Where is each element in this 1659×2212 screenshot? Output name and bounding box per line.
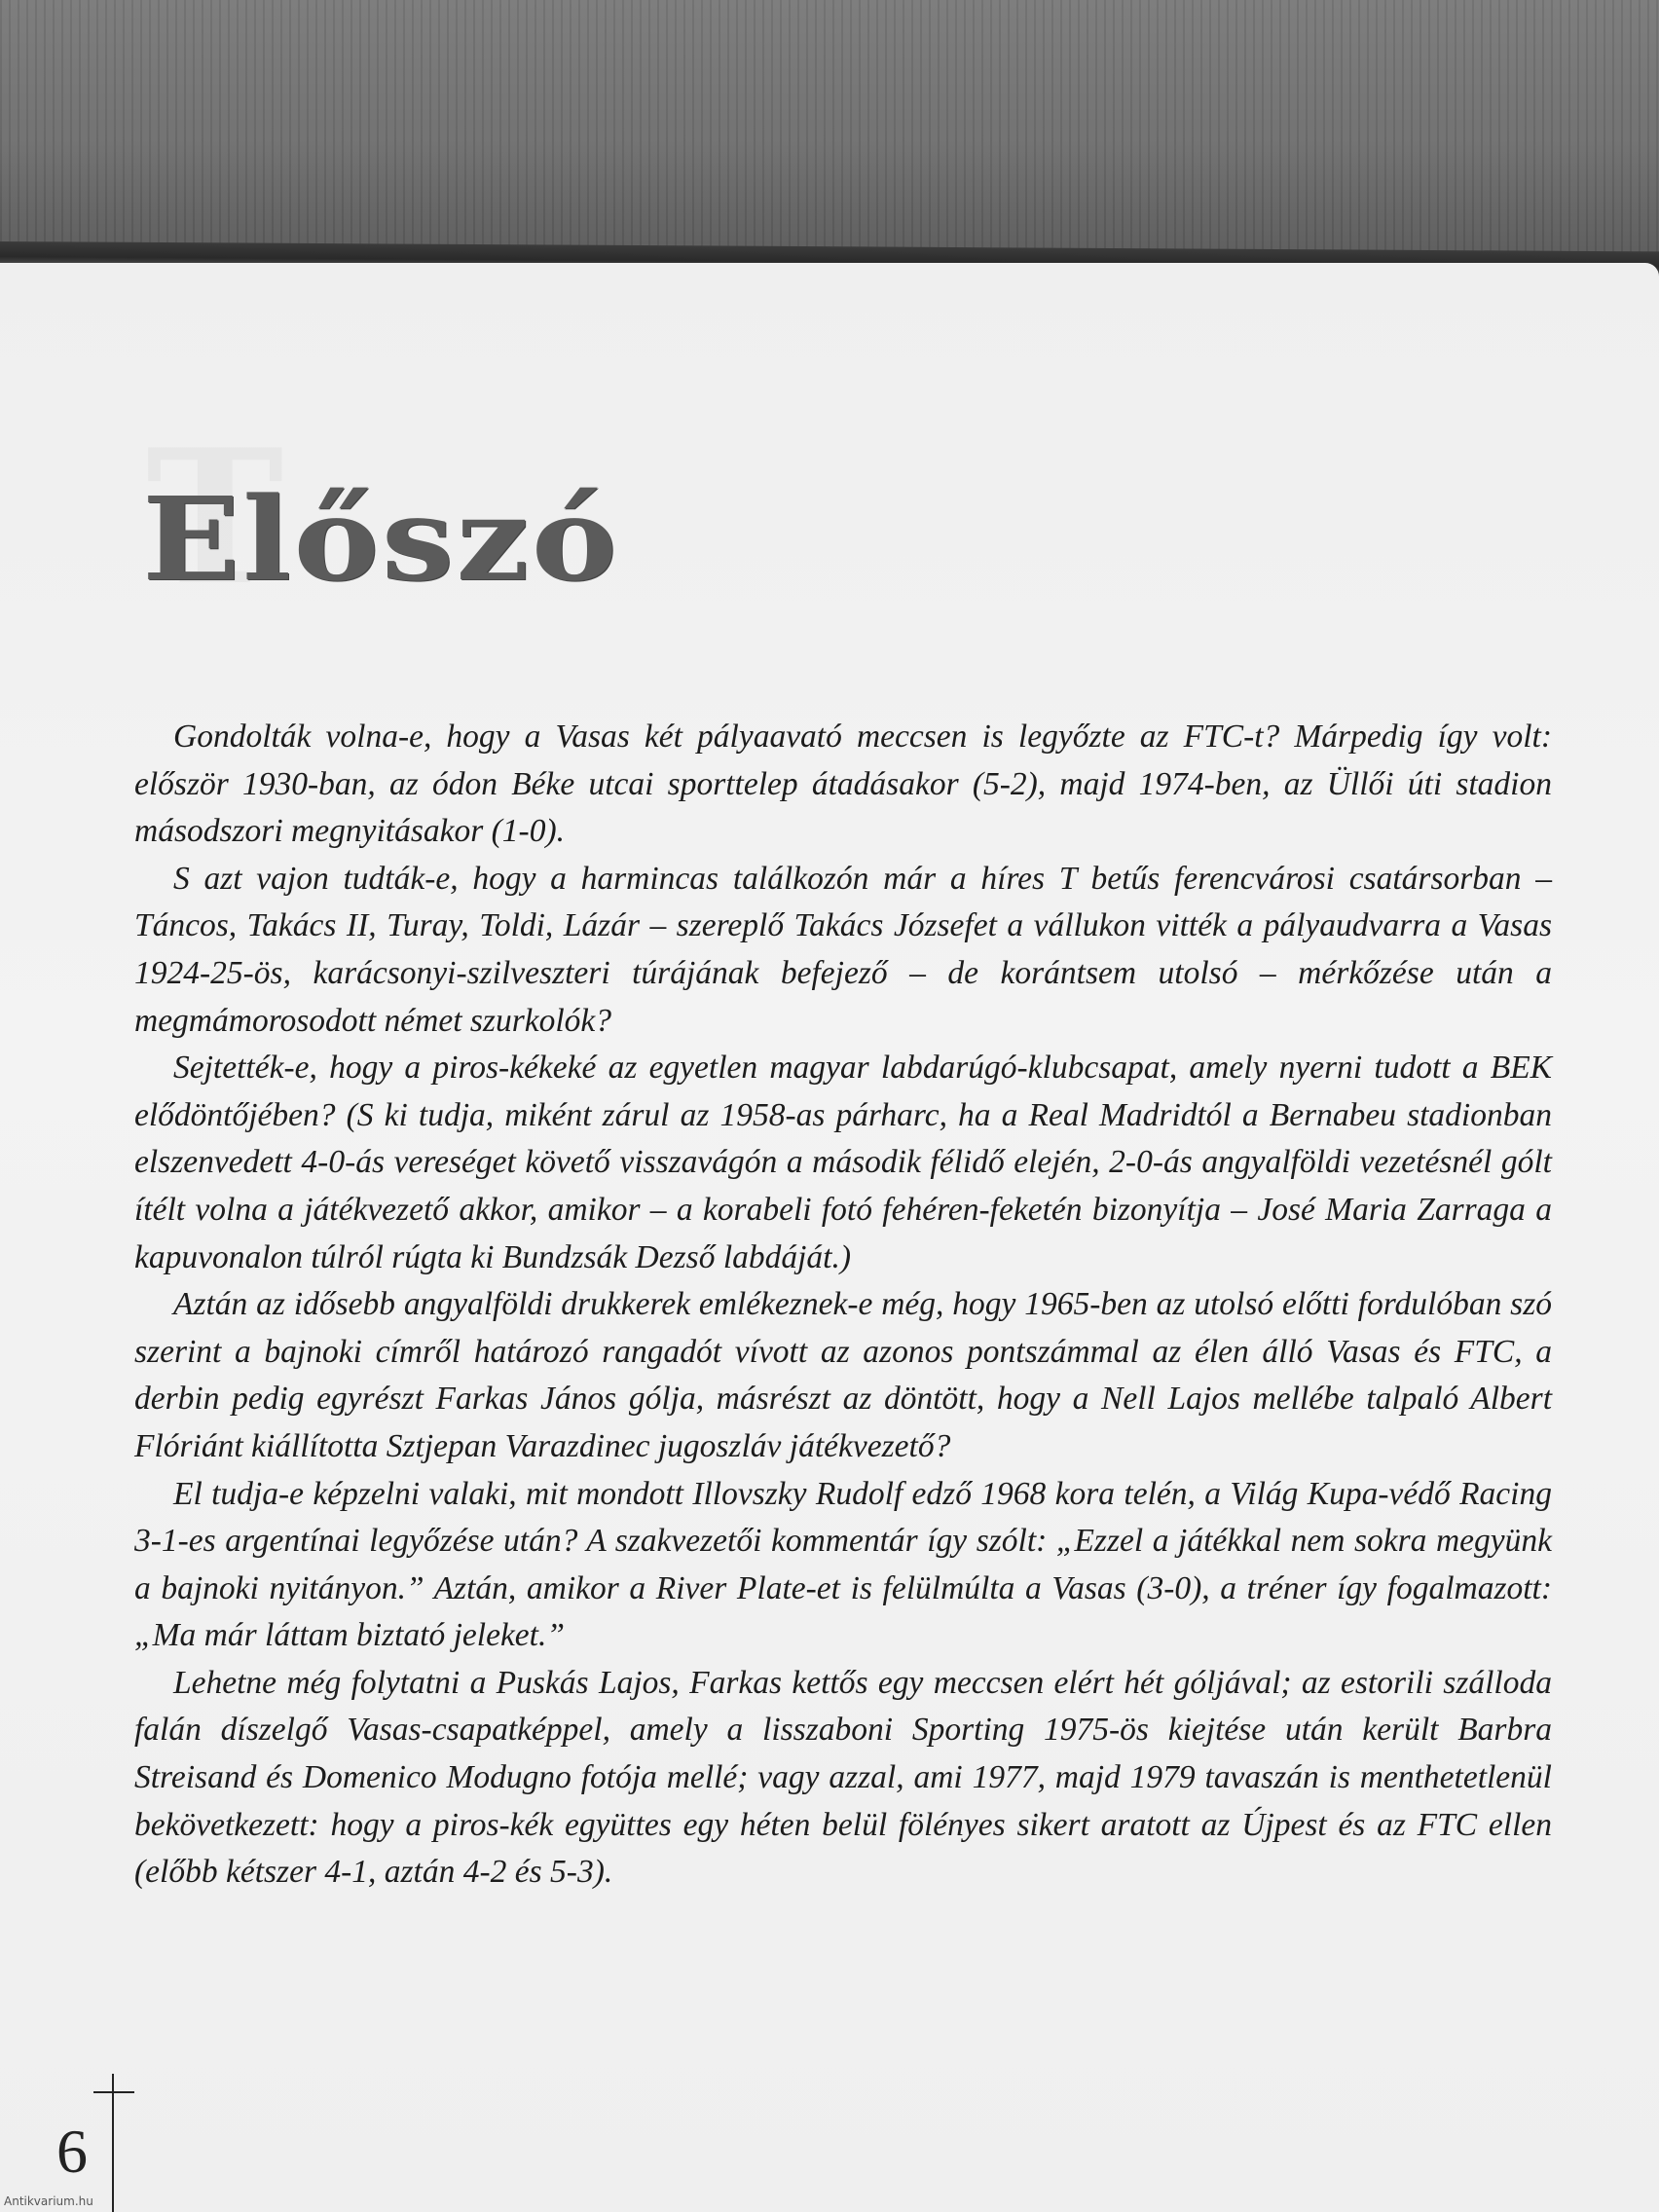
- page-title: Előszó: [142, 471, 620, 607]
- crop-mark-vertical: [112, 2074, 114, 2212]
- paragraph-6: Lehetne még folytatni a Puskás Lajos, Farkas kettős egy meccsen elért hét góljával; az estorili szálloda falán díszelgő Vasas-csapatképpel, amely a lisszaboni Sporting 1975-ös kiejtése után került Barbra Streisand és Domenico Modugno fotója mellé; vagy azzal, ami 1977, majd 1979 tavaszán is menthetetlenül bekövetkezett: hogy a piros-kék együttes egy héten belül fölényes sikert aratott az Újpest és az FTC ellen (előbb kétszer 4-1, aztán 4-2 és 5-3).: [134, 1664, 1552, 1891]
- watermark: Antikvarium.hu: [4, 2194, 93, 2208]
- paragraph-4: Aztán az idősebb angyalföldi drukkerek emlékeznek-e még, hogy 1965-ben az utolsó előtti fordulóban szó szerint a bajnoki címről határozó rangadót vívott az azonos pontszámmal az élen álló Vasas és FTC, a derbin pedig egyrészt Farkas János gólja, másrészt az döntött, hogy a Nell Lajos mellébe talpaló Albert Flóriánt kiállította Sztjepan Varazdinec jugoszláv játékvezető?: [134, 1286, 1552, 1464]
- table-surface: [0, 0, 1659, 255]
- foreword-body: [134, 714, 1552, 1897]
- paragraph-3: Sejtették-e, hogy a piros-kékeké az egyetlen magyar labdarúgó-klubcsapat, amely nyerni tudott a BEK elődöntőjében? (S ki tudja, miként zárul az 1958-as párharc, ha a Real Madridtól a Bernabeu stadionban elszenvedett 4-0-ás vereséget követő visszavágón a második félidő elején, 2-0-ás angyalföldi vezetésnél gólt ítélt volna a játékvezető akkor, amikor – a korabeli fotó fehéren-feketén bizonyítja – José Maria Zarraga a kapuvonalon túlról rúgta ki Bundzsák Dezső labdáját.): [134, 1050, 1552, 1275]
- paragraph-1: Gondolták volna-e, hogy a Vasas két pályaavató meccsen is legyőzte az FTC-t? Márpedig így volt: először 1930-ban, az ódon Béke utcai sporttelep átadásakor (5-2), majd 1974-ben, az Üllői úti stadion másodszori megnyitásakor (1-0).: [134, 719, 1552, 850]
- paragraph-2: S azt vajon tudták-e, hogy a harmincas találkozón már a híres T betűs ferencvárosi csatársorban – Táncos, Takács II, Turay, Toldi, Lázár – szereplő Takács Józsefet a vállukon vitték a pályaudvarra a Vasas 1924-25-ös, karácsonyi-szilveszteri túrájának befejező – de korántsem utolsó – mérkőzése után a megmámorosodott német szurkolók?: [134, 860, 1552, 1039]
- crop-mark-horizontal: [93, 2091, 134, 2093]
- page-number: 6: [56, 2117, 88, 2186]
- paragraph-5: El tudja-e képzelni valaki, mit mondott Illovszky Rudolf edző 1968 kora telén, a Világ Kupa-védő Racing 3-1-es argentínai legyőzése után? A szakvezetői kommentár így szólt: „Ezzel a játékkal nem sokra megyünk a bajnoki nyitányon.” Aztán, amikor a River Plate-et is felülmúlta a Vasas (3-0), a tréner így fogalmazott: „Ma már láttam biztató jeleket.”: [134, 1475, 1552, 1654]
